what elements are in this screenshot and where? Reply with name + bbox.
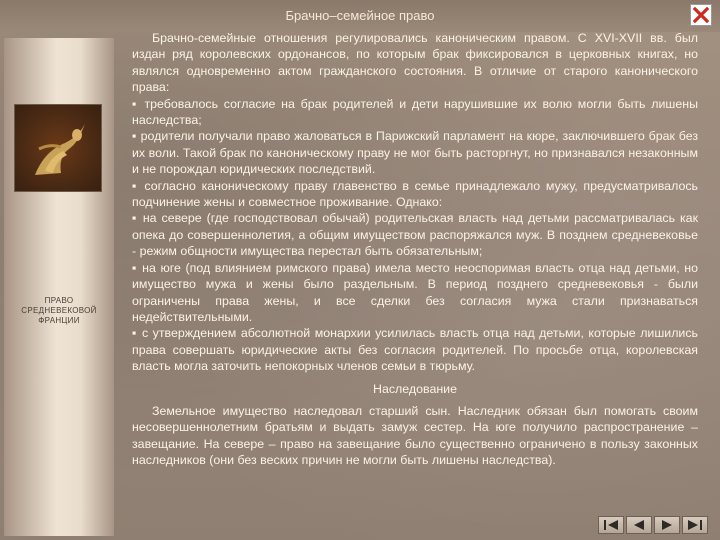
- bullet-item: ▪ требовалось согласие на брак родителей и дети нарушившие их волю могли быть лишены наследства;: [132, 96, 698, 129]
- title-bar: [0, 0, 720, 32]
- first-slide-button[interactable]: [598, 516, 624, 534]
- sidebar-caption: [4, 296, 114, 326]
- caption-line: СРЕДНЕВЕКОВОЙ: [21, 306, 97, 315]
- sidebar: [4, 38, 114, 536]
- bullet-item: ▪ с утверждением абсолютной монархии усилилась власть отца над детьми, которые лишились права совершать юридические акты без согласия родителей. По просьбе отца, королевская власть могла заточить непокорных членов семьи в тюрьму.: [132, 325, 698, 374]
- close-icon: [693, 7, 709, 23]
- slide-navigation: [598, 516, 708, 534]
- bullet-item: ▪ на юге (под влиянием римского права) имела место неоспоримая власть отца над детьми, но имущество мужа и жены было раздельным. В период позднего средневековья - были ограничены права жены, и все сделки без согласия мужа стали признаваться недействительными.: [132, 260, 698, 326]
- previous-slide-icon: [631, 519, 647, 531]
- first-slide-icon: [603, 519, 619, 531]
- sculpture-image: [14, 104, 102, 192]
- next-slide-button[interactable]: [654, 516, 680, 534]
- caption-line: ФРАНЦИИ: [38, 316, 80, 325]
- last-slide-icon: [687, 519, 703, 531]
- intro-paragraph: Брачно-семейные отношения регулировались каноническим правом. С XVI-XVII вв. был издан ряд королевских ордонансов, по которым брак фиксировался в церковных книгах, но являлся одновременно актом гражданского состояния. В отличие от старого канонического права:: [132, 31, 698, 95]
- bullet-item: ▪ родители получали право жаловаться в Парижский парламент на кюре, заключившего брак без их воли. Такой брак по каноническому праву не мог быть расторгнут, но признавался незаконным и не порождал юридических последствий.: [132, 128, 698, 177]
- previous-slide-button[interactable]: [626, 516, 652, 534]
- page-title: Брачно–семейное право: [285, 8, 435, 23]
- last-slide-button[interactable]: [682, 516, 708, 534]
- inheritance-paragraph: Земельное имущество наследовал старший сын. Наследник обязан был помогать своим несовершеннолетним братьям и выдать замуж сестер. На юге получило распространение – завещание. На севере – право на завещание было существенно ограничено в пользу законных наследников (они без веских причин не могли быть лишены наследства).: [132, 403, 698, 468]
- main-content: [132, 30, 698, 469]
- close-button[interactable]: [690, 4, 712, 26]
- caption-line: ПРАВО: [44, 296, 74, 305]
- section-heading: Наследование: [373, 381, 457, 396]
- next-slide-icon: [659, 519, 675, 531]
- bullet-item: ▪ согласно каноническому праву главенство в семье принадлежало мужу, предусматривалось подчинение жены и совместное проживание. Однако:: [132, 178, 698, 211]
- bullet-item: ▪ на севере (где господствовал обычай) родительская власть над детьми рассматривалась как опека до совершеннолетия, а общим имуществом распоряжался муж. В позднем средневековье - режим общности имущества перестал быть обязательным;: [132, 210, 698, 259]
